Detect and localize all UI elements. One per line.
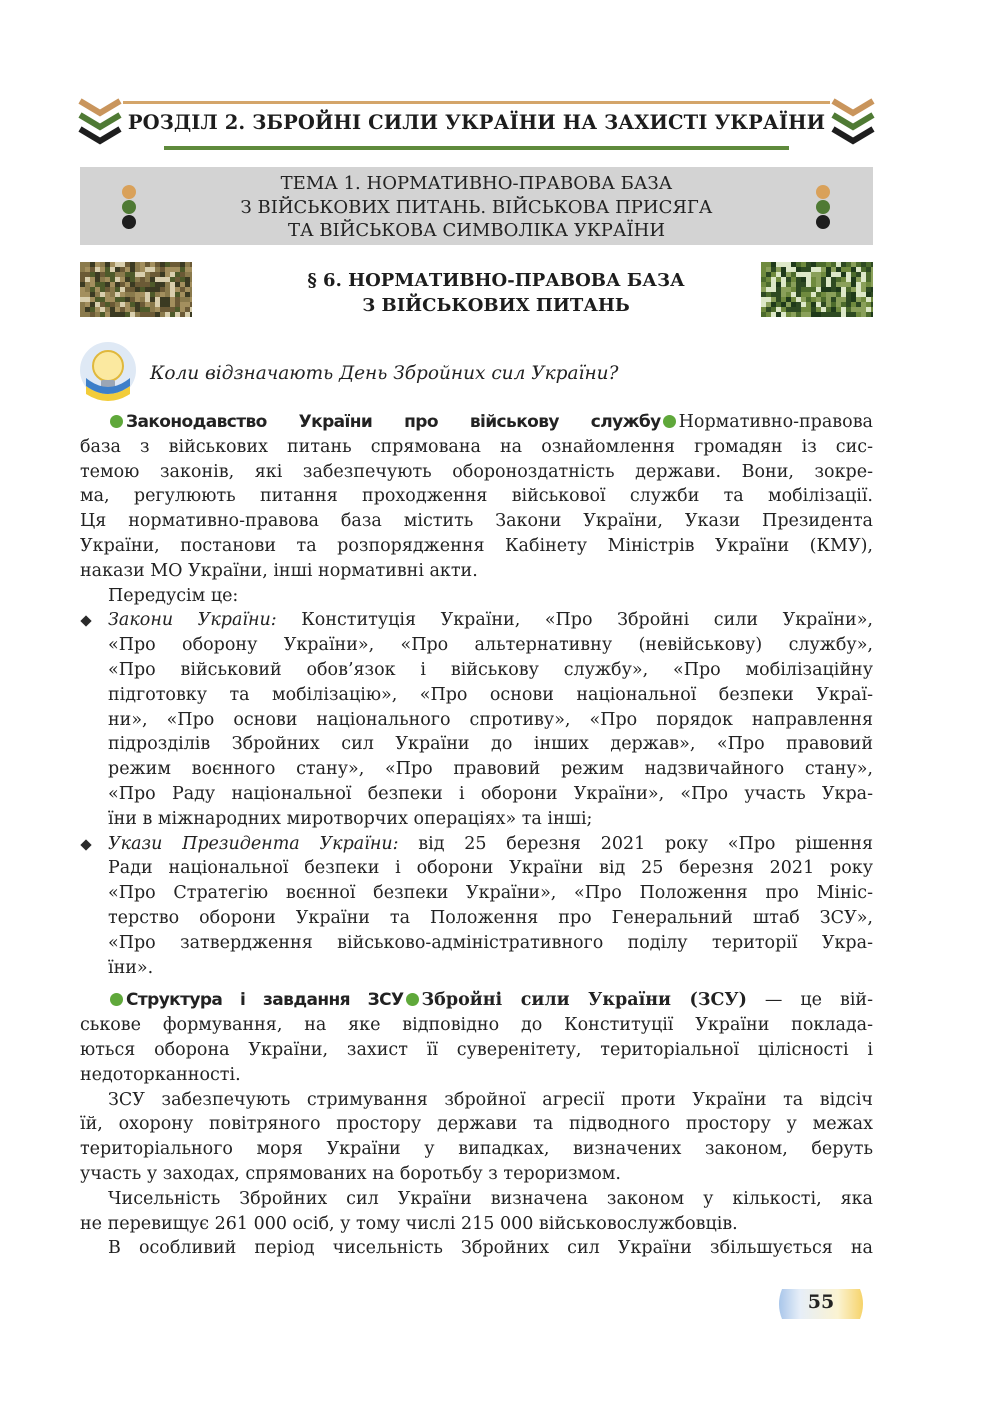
text-line: «Про Раду національної безпеки і оборони України», «Про участь Укра- <box>108 783 873 804</box>
question-text: Коли відзначають День Збройних сил України? <box>150 363 619 384</box>
text-line: територіального моря України у випадках, визначених законом, беруть <box>80 1139 873 1160</box>
text-line: ськове формування, на яке відповідно до Конституції України поклада- <box>80 1015 873 1036</box>
text-line: темою законів, які забезпечують обороноздатність держави. Вони, зокре- <box>80 461 873 482</box>
text-line: недоторканності. <box>80 1064 241 1085</box>
camouflage-pattern-icon <box>80 262 192 317</box>
text-line: ни», «Про основи національного спротиву», «Про порядок направлення <box>108 709 873 730</box>
list-item: Укази Президента України: від 25 березня 2021 року «Про рішення <box>80 832 873 857</box>
text-line: Ця нормативно-правова база містить Закони України, Укази Президента <box>80 511 873 532</box>
section-heading: Структура і завдання ЗСУ <box>126 990 404 1011</box>
paragraph-title: § 6. НОРМАТИВНО-ПРАВОВА БАЗА З ВІЙСЬКОВИХ ПИТАНЬ <box>307 270 685 316</box>
text-line: ються оборона України, захист її суверенітету, територіальної цілісності і <box>80 1039 873 1060</box>
chapter-title: РОЗДІЛ 2. ЗБРОЙНІ СИЛИ УКРАЇНИ НА ЗАХИСТІ УКРАЇНИ <box>127 111 826 134</box>
text-line: «Про військовий обов’язок і військову службу», «Про мобілізаційну <box>108 659 873 680</box>
text-line: участь у заходах, спрямованих на боротьбу з тероризмом. <box>80 1163 621 1184</box>
text-line: їни». <box>108 957 154 978</box>
dots-ornament-icon <box>121 185 137 231</box>
text-line: Ради національної безпеки і оборони України від 25 березня 2021 року <box>108 858 873 879</box>
text-line: «Про Стратегію воєнної безпеки України», «Про Положення про Мініс- <box>108 883 873 904</box>
page-number-badge <box>776 1287 866 1321</box>
green-dot-icon <box>406 993 419 1006</box>
section-heading: Законодавство України про військову службу <box>126 412 661 432</box>
text-line: Чисельність Збройних сил України визначена законом у кількості, яка <box>108 1188 873 1209</box>
text-line: терство оборони України та Положення про Генеральний штаб ЗСУ», <box>108 907 873 928</box>
green-dot-icon <box>663 415 676 428</box>
text-line: В особливий період чисельність Збройних сил України збільшується на <box>108 1238 873 1259</box>
theme-title: ТЕМА 1. НОРМАТИВНО-ПРАВОВА БАЗА З ВІЙСЬКОВИХ ПИТАНЬ. ВІЙСЬКОВА ПРИСЯГА ТА ВІЙСЬКОВА СИМВОЛІКА УКРАЇНИ <box>240 173 713 241</box>
text-line: ЗСУ забезпечують стримування збройної агресії проти України та відсіч <box>108 1089 873 1110</box>
green-dot-icon <box>110 993 123 1006</box>
lightbulb-icon <box>78 340 138 406</box>
diamond-bullet-icon <box>80 839 91 850</box>
section-heading-line: Структура і завдання ЗСУ Збройні сили України (ЗСУ) — це вій- <box>80 988 873 1013</box>
theme-banner <box>80 167 873 245</box>
green-dot-icon <box>110 415 123 428</box>
text-line: ма, регулюють питання проходження військової служби та мобілізації. <box>80 486 873 507</box>
header-top-line <box>123 101 830 104</box>
text-line: підготовку та мобілізацію», «Про основи національної безпеки Украї- <box>108 684 873 705</box>
text-line: накази МО України, інші нормативні акти. <box>80 560 478 581</box>
text-line: підрозділів Збройних сил України до інших держав», «Про правовий <box>108 734 873 755</box>
text-line: їни в міжнародних миротворчих операціях» та інші; <box>108 808 593 829</box>
text-line: України, постанови та розпорядження Кабінету Міністрів України (КМУ), <box>80 535 873 556</box>
list-item: Закони України: Конституція України, «Про Збройні сили України», <box>80 608 873 633</box>
header-bottom-line <box>164 146 789 150</box>
text-line: база з військових питань спрямована на ознайомлення громадян із сис- <box>80 436 873 457</box>
chapter-header <box>78 97 875 155</box>
text-line: режим воєнного стану», «Про правовий режим надзвичайного стану», <box>108 759 873 780</box>
text-line: не перевищує 261 000 осіб, у тому числі 215 000 військовослужбовців. <box>80 1213 738 1234</box>
text-line: Передусім це: <box>108 585 239 606</box>
text-line: «Про затвердження військово-адміністративного поділу території Укра- <box>108 932 873 953</box>
chevron-ornament-icon <box>831 97 875 153</box>
text-line: «Про оборону України», «Про альтернативну (невійськову) службу», <box>108 635 873 656</box>
diamond-bullet-icon <box>80 616 91 627</box>
section-heading-line: Законодавство України про військову службу Нормативно-правова <box>80 410 873 435</box>
body-text <box>80 410 873 1261</box>
camouflage-pattern-icon <box>761 262 873 317</box>
text-line: їй, охорону повітряного простору держави та підводного простору у межах <box>80 1114 873 1135</box>
dots-ornament-icon <box>815 185 831 231</box>
page-number: 55 <box>807 1291 835 1313</box>
